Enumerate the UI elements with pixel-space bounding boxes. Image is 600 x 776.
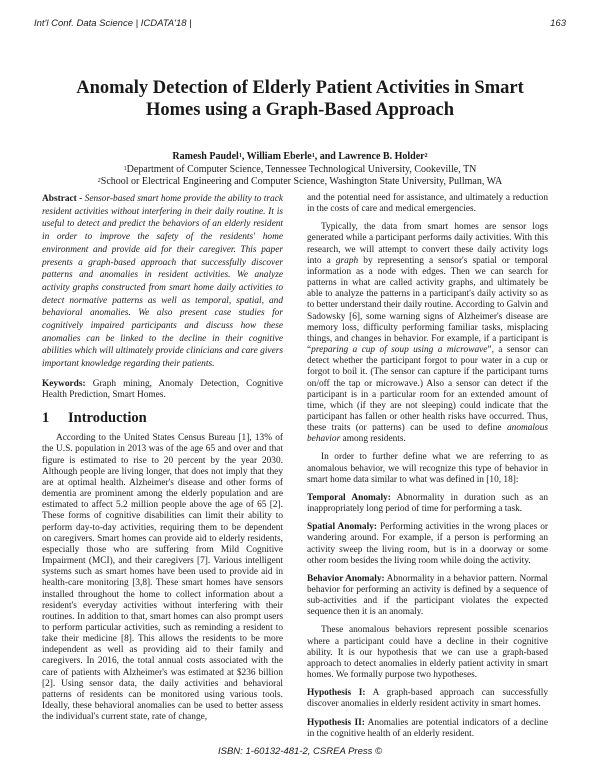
keywords	[42, 379, 283, 401]
behavior-anomaly-definition	[307, 574, 548, 619]
affiliation-mark: 1	[123, 165, 127, 172]
text: Typically, the data from smart homes are sensor logs generated while a participant performs daily activities. With this research, we will attempt to convert these daily activity logs into a	[307, 222, 548, 266]
left-column	[42, 193, 283, 730]
abstract	[42, 193, 283, 371]
affiliation-mark: 1	[238, 153, 242, 159]
text: by representing a sensor's spatial or temporal information as a node with edges. Then we can search for patterns in what are called activity graphs, and ultimately be able to analyze the patterns in a participant's daily activity so as to better understand their daily routine. According to Galvin and Sadowsky [6], some warning signs of Alzheimer's disease are memory loss, difficulty performing familiar tasks, misplacing things, and changes in behavior. For example, if a participant is “	[307, 255, 549, 356]
section-number: 1	[42, 410, 50, 427]
abstract-text: Sensor-based smart home provide the ability to track resident activities without interfering in their daily routine. It is useful to detect and predict the behaviors of an elderly resident in order to improve the safety of the residents' home environment and provide aid for their caregiver. This paper presents a graph-based approach that successfully discover patterns and anomalies in resident activities. We analyze activity graphs constructed from smart home daily activities to detect normative patterns as well as temporal, spatial, and behavioral anomalies. We also present case studies for cognitively impaired participants and discuss how these anomalies can be linked to the decline in their cognitive abilities which will ultimately provide clinicians and care givers important knowledge regarding their patients.	[42, 194, 283, 370]
author-names	[0, 151, 600, 164]
affiliation-text: School or Electrical Engineering and Computer Science, Washington State University, Pullman, WA	[100, 176, 503, 187]
running-header: Int'l Conf. Data Science | ICDATA'18 |	[34, 18, 192, 29]
definition-text: Abnormality in duration such as an inappropriately long period of time for performing a task.	[307, 492, 548, 515]
paper-title	[0, 77, 600, 121]
affiliation-mark: 2	[97, 178, 101, 184]
affiliation-1	[0, 164, 600, 177]
affiliation-mark: 2	[424, 153, 428, 159]
affiliation-mark: 1	[311, 153, 315, 159]
temporal-anomaly-definition	[307, 493, 548, 515]
author-1: Ramesh Paudel	[172, 151, 239, 162]
keywords-label: Keywords:	[42, 378, 93, 389]
right-column	[307, 193, 548, 747]
emphasis: anomalous behavior	[307, 423, 548, 445]
definition-label: Spatial Anomaly:	[307, 522, 377, 533]
keywords-text: Graph mining, Anomaly Detection, Cognitive Health Prediction, Smart Homes.	[42, 378, 284, 400]
definition-text: Performing activities in the wrong places or wandering around. For example, if a person is performing an activity sweep the living room, but is in a doorway or some other room besides the living room while doing the activity.	[307, 522, 548, 566]
author-2: , William Eberle	[241, 151, 312, 162]
hypothesis-text: A graph-based approach can successfully discover anomalies in elderly resident activity in smart homes.	[307, 688, 548, 710]
abstract-label: Abstract -	[42, 194, 85, 204]
definition-label: Temporal Anomaly:	[307, 492, 391, 503]
intro-paragraph-2	[307, 222, 548, 445]
emphasis: preparing a cup of soup using a microwave	[311, 345, 488, 356]
definition-label: Behavior Anomaly:	[307, 573, 385, 584]
section-heading	[42, 410, 283, 427]
hypothesis-label: Hypothesis I:	[307, 688, 366, 699]
emphasis: graph	[335, 255, 359, 266]
spatial-anomaly-definition	[307, 522, 548, 567]
text: among residents.	[340, 434, 406, 445]
affiliation-2	[0, 176, 600, 189]
definition-text: Abnormality in a behavior pattern. Normal behavior for performing an activity is defined by a sequence of sub-activities and if the participant violates the expected sequence then it is an anomaly.	[307, 573, 548, 618]
hypothesis-2	[307, 718, 548, 740]
text: ”, a sensor can detect whether the participant forgot to pour water in a cup or forgot to boil it. (The sensor can capture if the participant turns on/off the tap or microwave.) Also a sensor can detect if the participant is in a particular room for an extended amount of time, which (if they are not sleeping) could indicate that the participant has fallen or other health risks have occurred. Thus, these traits (or patterns) can be used to define	[307, 345, 548, 434]
page-footer: ISBN: 1-60132-481-2, CSREA Press ©	[218, 746, 382, 757]
intro-paragraph-1: According to the United States Census Bureau [1], 13% of the U.S. population in 2013 was of the age 65 and over and that figure is estimated to rise to 20 percent by the year 2030. Although people are living longer, that does not imply that they are at optimal health. Alzheimer's disease and other forms of dementia are prominent among the elderly population and are estimated to affect 5.2 million people above the age of 65 [2]. These forms of cognitive disabilities can limit their ability to perform day-to-day activities, requiring them to be dependent on caregivers. Smart homes can provide aid to elderly residents, especially those who are suffering from Mild Cognitive Impairment (MCI), and their caregivers [7]. Various intelligent systems such as smart homes have been used to provide aid in health-care monitoring [3,8]. These smart homes have sensors installed throughout the home to collect information about a resident's everyday activities without interfering with their routines. In addition to that, smart homes can also prompt users to perform particular activities, such as reminding a resident to take their medicine [8]. This allows the residents to be more independent as well as providing aid to their family and caregivers. In 2016, the total annual costs associated with the care of patients with Alzheimer's was estimated at $236 billion [2]. Using sensor data, the daily activities and behavioral patterns of residents can be monitored using various tools. Ideally, these behavioral anomalies can be used to better assess the individual's current state, rate of change,	[42, 433, 283, 723]
intro-paragraph-1-continued: and the potential need for assistance, and ultimately a reduction in the costs of care and medical emergencies.	[307, 193, 548, 215]
intro-paragraph-3: In order to further define what we are referring to as anomalous behavior, we will recognize this type of behavior in smart home data similar to what was defined in [10, 18]:	[307, 452, 548, 485]
hypothesis-text: Anomalies are potential indicators of a decline in the cognitive health of an elderly resident.	[307, 717, 549, 739]
title-line-1: Anomaly Detection of Elderly Patient Activities in Smart	[76, 78, 524, 98]
hypothesis-label: Hypothesis II:	[307, 717, 365, 728]
page-number: 163	[550, 18, 566, 29]
affiliation-text: Department of Computer Science, Tennessee Technological University, Cookeville, TN	[126, 163, 477, 175]
author-block	[0, 151, 600, 189]
section-title: Introduction	[68, 410, 147, 427]
hypothesis-1	[307, 688, 548, 710]
author-3: , and Lawrence B. Holder	[314, 151, 425, 162]
intro-paragraph-4: These anomalous behaviors represent possible scenarios where a participant could have a decline in their cognitive ability. It is our hypothesis that we can use a graph-based approach to detect anomalies in elderly patient activity in smart homes. We formally purpose two hypotheses.	[307, 625, 548, 681]
title-line-2: Homes using a Graph-Based Approach	[145, 100, 455, 120]
